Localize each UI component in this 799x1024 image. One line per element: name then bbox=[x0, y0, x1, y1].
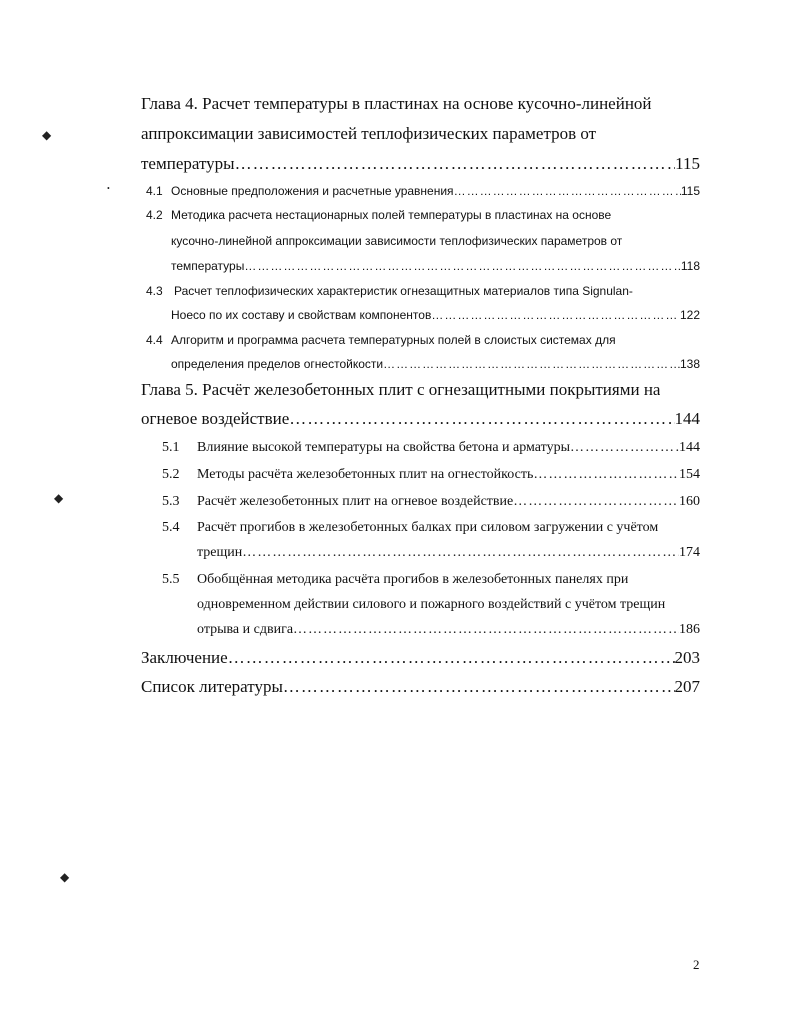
section-5-3-entry[interactable] bbox=[197, 494, 700, 510]
page-ref: 122 bbox=[679, 308, 700, 322]
leader-dots bbox=[289, 409, 674, 429]
section-number: 5.1 bbox=[162, 440, 180, 455]
section-4-2-entry[interactable] bbox=[171, 259, 700, 273]
page-ref: 186 bbox=[679, 622, 700, 637]
section-title: температуры bbox=[171, 259, 245, 273]
references-entry[interactable] bbox=[141, 677, 700, 697]
leader-dots bbox=[454, 184, 681, 198]
section-4-2-title-line-1: Методика расчета нестационарных полей температуры в пластинах на основе bbox=[171, 208, 612, 222]
section-5-1-entry[interactable] bbox=[197, 440, 700, 456]
section-5-4-entry[interactable] bbox=[197, 545, 700, 561]
leader-dots bbox=[244, 259, 681, 273]
page-ref: 174 bbox=[679, 545, 700, 560]
chapter-5-title-line-2: огневое воздействие bbox=[141, 409, 290, 428]
section-number: 4.2 bbox=[146, 208, 163, 222]
leader-dots bbox=[513, 494, 679, 510]
section-number: 4.4 bbox=[146, 333, 163, 347]
chapter-5-title-line-1: Глава 5. Расчёт железобетонных плит с огнезащитными покрытиями на bbox=[141, 380, 661, 399]
section-4-2-title-line-2: кусочно-линейной аппроксимации зависимости теплофизических параметров от bbox=[171, 234, 623, 248]
conclusion-title: Заключение bbox=[141, 648, 228, 667]
section-title: Hoeco по их составу и свойствам компонентов bbox=[171, 308, 432, 322]
page-ref: 207 bbox=[674, 677, 700, 696]
section-5-5-entry[interactable] bbox=[197, 622, 700, 638]
section-4-4-title-line-1: Алгоритм и программа расчета температурных полей в слоистых системах для bbox=[171, 333, 616, 347]
leader-dots bbox=[235, 154, 676, 174]
section-4-4-entry[interactable] bbox=[171, 357, 700, 371]
leader-dots bbox=[383, 357, 680, 371]
chapter-4-entry[interactable] bbox=[141, 154, 700, 174]
section-4-1-entry[interactable] bbox=[171, 184, 700, 198]
leader-dots bbox=[228, 648, 675, 668]
page-ref: 154 bbox=[679, 467, 700, 482]
section-title: отрыва и сдвига bbox=[197, 622, 294, 637]
page-ref: 160 bbox=[679, 494, 700, 509]
leader-dots bbox=[570, 440, 679, 456]
scan-mark-1: ◆ bbox=[42, 128, 52, 142]
scan-mark-2: • bbox=[107, 184, 110, 193]
section-number: 5.2 bbox=[162, 467, 180, 482]
chapter-4-title-line-2: аппроксимации зависимостей теплофизических параметров от bbox=[141, 124, 597, 143]
section-4-3-entry[interactable] bbox=[171, 308, 700, 322]
leader-dots bbox=[431, 308, 680, 322]
leader-dots bbox=[283, 677, 675, 697]
scan-mark-3: ◆ bbox=[54, 491, 64, 505]
page-number: 2 bbox=[693, 957, 700, 972]
section-5-2-entry[interactable] bbox=[197, 467, 700, 483]
references-title: Список литературы bbox=[141, 677, 283, 696]
section-5-5-title-line-1: Обобщённая методика расчёта прогибов в железобетонных панелях при bbox=[197, 572, 629, 587]
page-ref: 138 bbox=[679, 357, 700, 371]
conclusion-entry[interactable] bbox=[141, 648, 700, 668]
leader-dots bbox=[293, 622, 679, 638]
chapter-5-entry[interactable] bbox=[141, 409, 700, 429]
section-number: 5.3 bbox=[162, 494, 180, 509]
section-number: 5.4 bbox=[162, 520, 180, 535]
section-number: 5.5 bbox=[162, 572, 180, 587]
section-5-4-title-line-1: Расчёт прогибов в железобетонных балках при силовом загружении с учётом bbox=[197, 520, 659, 535]
leader-dots bbox=[242, 545, 679, 561]
page-ref: 144 bbox=[674, 409, 700, 428]
scan-mark-4: ◆ bbox=[60, 870, 70, 884]
page-ref: 144 bbox=[679, 440, 700, 455]
chapter-4-title-line-1: Глава 4. Расчет температуры в пластинах на основе кусочно-линейной bbox=[141, 94, 652, 113]
section-4-3-title-line-1: Расчет теплофизических характеристик огнезащитных материалов типа Signulan- bbox=[174, 284, 633, 298]
section-number: 4.1 bbox=[146, 184, 163, 198]
section-title: Влияние высокой температуры на свойства бетона и арматуры bbox=[197, 440, 570, 455]
section-title: определения пределов огнестойкости bbox=[171, 357, 384, 371]
section-title: Методы расчёта железобетонных плит на огнестойкость bbox=[197, 467, 534, 482]
section-title: Расчёт железобетонных плит на огневое воздействие bbox=[197, 494, 514, 509]
chapter-4-title-line-3: температуры bbox=[141, 154, 235, 173]
page-ref: 118 bbox=[680, 259, 700, 273]
page-ref: 115 bbox=[680, 184, 700, 198]
section-5-5-title-line-2: одновременном действии силового и пожарного воздействий с учётом трещин bbox=[197, 597, 666, 612]
section-title: трещин bbox=[197, 545, 243, 560]
section-title: Основные предположения и расчетные уравнения bbox=[171, 184, 454, 198]
leader-dots bbox=[533, 467, 679, 483]
page-ref: 203 bbox=[674, 648, 700, 667]
section-number: 4.3 bbox=[146, 284, 163, 298]
page-ref: 115 bbox=[675, 154, 700, 173]
